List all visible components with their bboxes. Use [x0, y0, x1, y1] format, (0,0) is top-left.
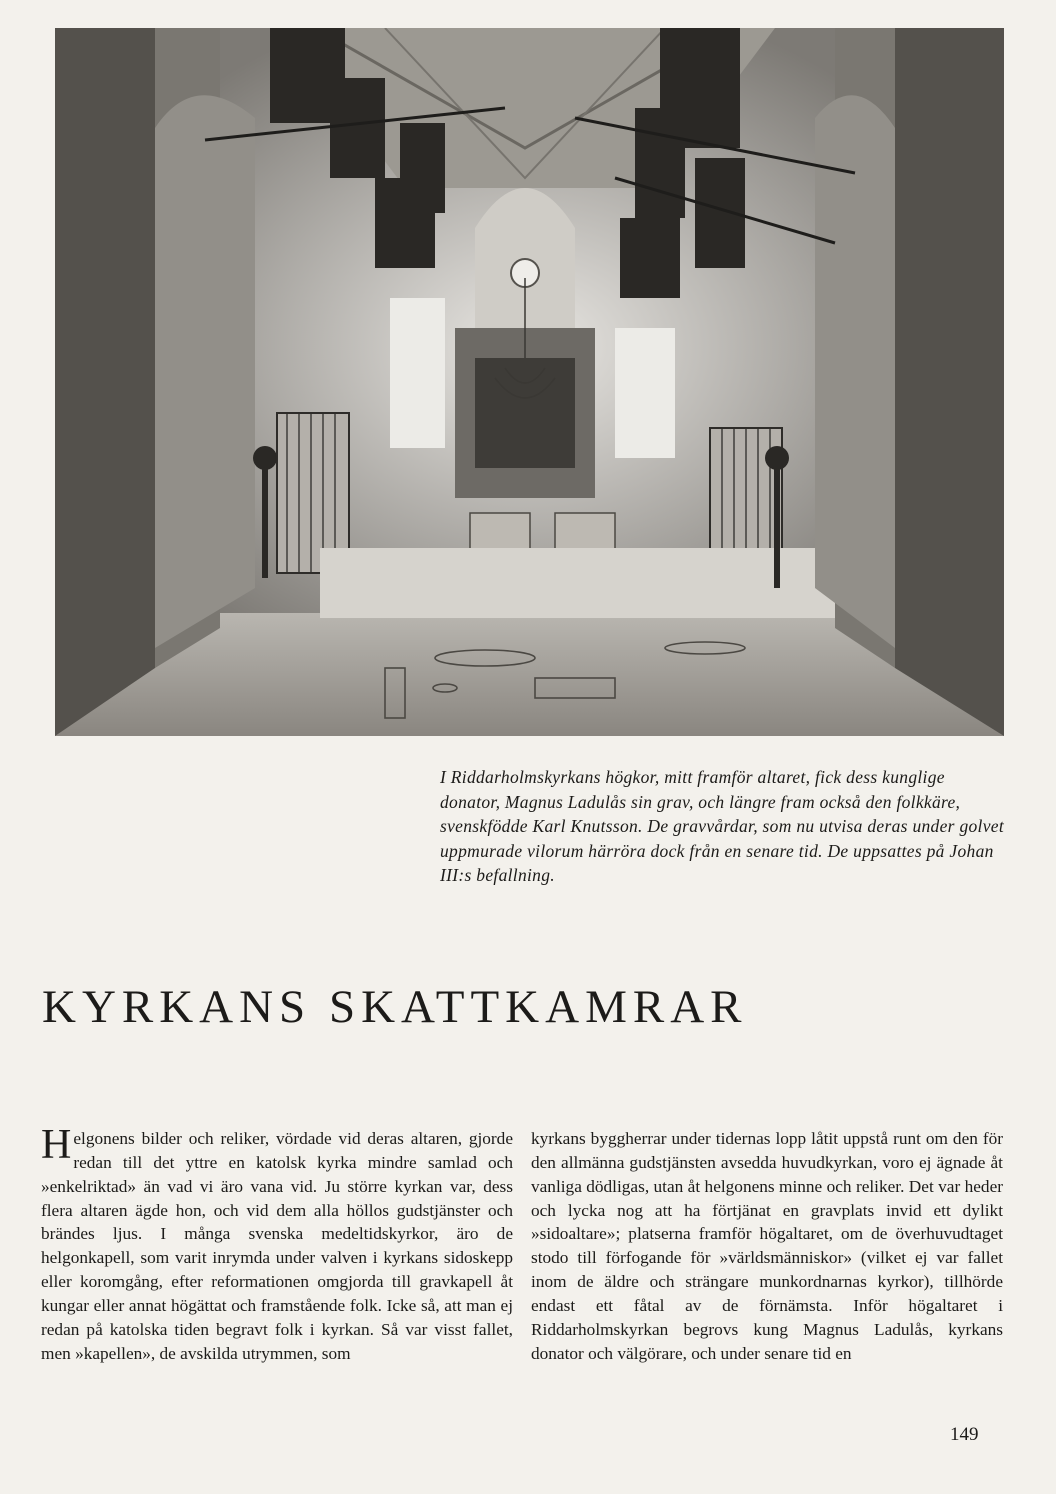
photo-caption — [440, 765, 1006, 888]
caption-text: I Riddarholmskyrkans högkor, mitt framför altaret, fick dess kunglige donator, Magnus Ladulås sin grav, och längre fram också den folkkäre, svenskfödde Karl Knutsson. De gravvårdar, som nu utvisa deras under golvet uppmurade vilorum härröra dock från en senare tid. De uppsattes på Johan III:s befallning. — [440, 767, 1005, 886]
church-interior-photo — [55, 28, 1004, 736]
left-column-text: elgonens bilder och reliker, vördade vid deras altaren, gjorde redan till det yttre en katolsk kyrka mindre samlad och »enkelriktad» än vad vi äro vana vid. Ju större kyrkan var, dess flera altaren ägde hon, och vid dem alla höllos gudstjänster och brändes ljus. I många svenska medeltidskyrkor, äro de helgonkapell, som varit inrymda under valven i kyrkans sidoskepp eller koromgång, efter reformationen omgjorda till gravkapell åt kungar eller annat högättat och framstående folk. Icke så, att man ej redan på katolska tiden begravt folk i kyrkan. Så var visst fallet, men »kapellen», de avskilda utrymmen, som — [41, 1129, 513, 1363]
body-paragraph-left — [41, 1122, 513, 1365]
body-column-left — [41, 1122, 513, 1365]
section-heading: KYRKANS SKATTKAMRAR — [42, 981, 748, 1033]
drop-cap: H — [41, 1122, 72, 1168]
page-number: 149 — [950, 1424, 979, 1445]
right-column-text: kyrkans byggherrar under tidernas lopp låtit uppstå runt om den för den allmänna gudstjänsten avsedda huvudkyrkan, voro ej ägnade åt vanliga dödligas, utan åt helgonens minne och reliker. Det var heder och lycka nog att ha förtjänat en gravplats invid ett dylikt »sidoaltare»; platserna framför högaltaret, om de överhuvudtaget stodo till förfogande för »världsmänniskor» (vilket ej var fallet inom de äldre och strängare munkordnarnas kyrkor), tillhörde endast ett fåtal av de förnämsta. Inför högaltaret i Riddarholmskyrkan begrovs kung Magnus Ladulås, kyrkans donator och välgörare, och under senare tid en — [531, 1129, 1003, 1363]
body-column-right — [531, 1127, 1003, 1365]
